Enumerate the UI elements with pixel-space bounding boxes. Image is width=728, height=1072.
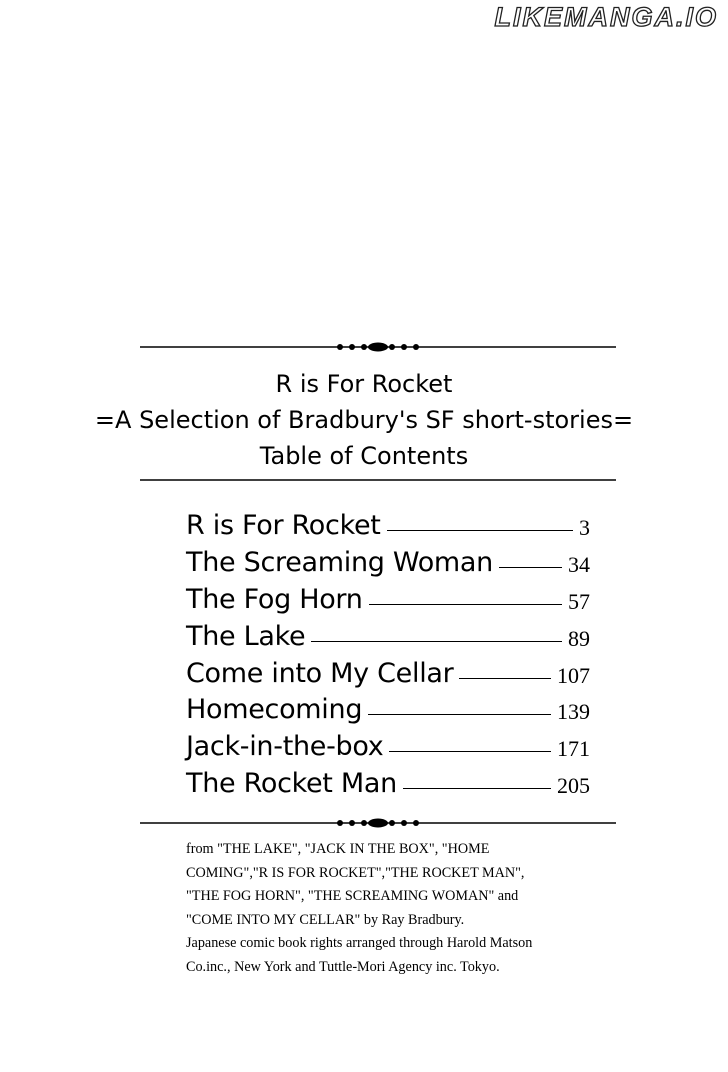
- toc-entry-page: 205: [557, 773, 590, 799]
- toc-heading: Table of Contents: [259, 442, 469, 470]
- toc-leader-line: [403, 788, 551, 789]
- toc-entry: [186, 580, 590, 616]
- watermark-logo: LIKEMANGA.IO: [494, 2, 718, 32]
- toc-entry-page: 89: [568, 625, 590, 651]
- toc-entry-page: 57: [568, 588, 590, 614]
- toc-entry: [186, 543, 590, 579]
- toc-entry-page: 139: [557, 699, 590, 725]
- toc-entry: [186, 727, 590, 763]
- toc-entry: [186, 506, 590, 542]
- toc-leader-line: [369, 604, 562, 605]
- toc-leader-line: [459, 678, 551, 679]
- book-title: R is For Rocket: [275, 370, 453, 398]
- toc-leader-line: [387, 530, 573, 531]
- credits-line: "THE FOG HORN", "THE SCREAMING WOMAN" and: [186, 888, 519, 904]
- ornamental-divider-top: [140, 340, 616, 354]
- credits-line: COMING","R IS FOR ROCKET","THE ROCKET MAN",: [186, 864, 525, 881]
- toc-entry-title: The Rocket Man: [186, 768, 397, 800]
- toc-entry-page: 107: [557, 662, 590, 688]
- divider-line-middle: [140, 473, 616, 487]
- toc-entry-title: Jack-in-the-box: [186, 731, 384, 763]
- book-heading: [0, 366, 728, 474]
- toc-entry-title: Come into My Cellar: [186, 657, 454, 689]
- toc-entry-title: Homecoming: [186, 694, 363, 726]
- toc-entry-page: 171: [557, 736, 590, 762]
- table-of-contents: [186, 506, 590, 801]
- toc-entry-title: The Lake: [186, 620, 306, 652]
- ornamental-divider-bottom: [140, 816, 616, 830]
- toc-entry-title: R is For Rocket: [186, 510, 381, 541]
- toc-entry-page: 34: [568, 551, 590, 577]
- toc-leader-line: [368, 714, 551, 715]
- toc-entry-title: The Screaming Woman: [186, 546, 493, 578]
- credits-line: "COME INTO MY CELLAR" by Ray Bradbury.: [186, 911, 465, 928]
- toc-entry-title: The Fog Horn: [186, 583, 363, 615]
- credits-line: from "THE LAKE", "JACK IN THE BOX", "HOME: [186, 841, 490, 857]
- toc-leader-line: [389, 751, 551, 752]
- toc-leader-line: [499, 567, 562, 568]
- toc-entry: [186, 617, 590, 653]
- credits-line: Co.inc., New York and Tuttle-Mori Agency inc. Tokyo.: [186, 958, 500, 975]
- book-subtitle: =A Selection of Bradbury's SF short-stories=: [94, 406, 634, 434]
- toc-entry: [186, 654, 590, 690]
- copyright-credits: [186, 838, 586, 979]
- toc-leader-line: [311, 641, 562, 642]
- toc-entry-page: 3: [579, 515, 590, 540]
- toc-entry: [186, 690, 590, 726]
- credits-line: Japanese comic book rights arranged through Harold Matson: [186, 935, 533, 951]
- toc-entry: [186, 764, 590, 800]
